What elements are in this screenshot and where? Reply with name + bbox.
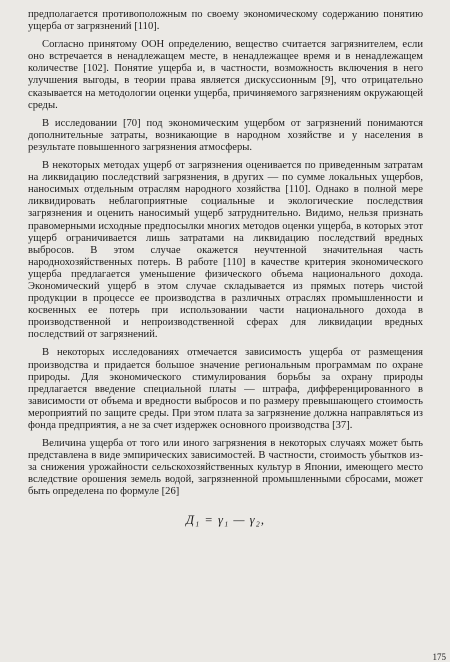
damage-formula: Д₁ = γ₁ — γ₂,: [185, 512, 265, 527]
paragraph-economic-damage: В исследовании [70] под экономическим ущербом от загрязнений понимаются дополнительные затраты, возникающие в народном хозяйстве и у населения в результате повышенного загрязнения атмосферы.: [28, 117, 423, 153]
page-number: 175: [432, 652, 446, 662]
paragraph-un-definition: Согласно принятому ООН определению, вещество считается загрязнителем, если оно встречается в ненадлежащем месте, в ненадлежащее время и в ненадлежащем количестве [102]. Понятие ущерба и, в частности, возможность включения в него улучшения выгоды, в теории права является дискуссионным [9], что отрицательно сказывается на методологии оценки ущерба, причиняемого загрязнениям окружающей среды.: [28, 39, 423, 111]
paragraph-damage-methods: В некоторых методах ущерб от загрязнения оценивается по приведенным затратам на ликвидацию последствий загрязнения, в других — по сумме локальных ущербов, наносимых отдельным отраслям народного хозяйства [110]. Однако в полной мере ликвидировать неблагоприятные социальные и экологические последствия загрязнения и оценить наносимый ущерб затруднительно. Видимо, нельзя признать правомерными исходные предпосылки многих методов оценки ущерба, в которых этот ущерб ограничивается лишь затратами на ликвидацию последствий вредных выбросов. В этом случае окажется неучтенной значительная часть народнохозяйственных потерь. В работе [110] в качестве критерия экономического ущерба предлагается уменьшение физического объема национального дохода. Экономический ущерб в этом случае складывается из прямых потерь чистой продукции в процессе ее производства в различных отраслях промышленности и косвенных ее потерь при использовании части национального дохода в производственной и непроизводственной сферах для ликвидации вредных последствий от загрязнений.: [28, 160, 423, 341]
document-page: [28, 9, 423, 653]
paragraph-empirical-damage: Величина ущерба от того или иного загрязнения в некоторых случаях может быть представлена в виде эмпирических зависимостей. В частности, стоимость убытков из-за снижения урожайности сельскохозяйственных культур в Японии, имеющего место вследствие орошения земель водой, загрязненной промышленными сбросами, может быть определена по формуле [26]: [28, 438, 423, 498]
paragraph-intro-continuation: предполагается противоположным по своему экономическому содержанию понятию ущерба от загрязнений [110].: [28, 9, 423, 33]
paragraph-regional-programs: В некоторых исследованиях отмечается зависимость ущерба от размещения производства и придается большое значение региональным программам по охране природы. Для экономического стимулирования борьбы за охрану природы предлагается введение специальной платы — штрафа, дифференцированного в зависимости от объема и вредности выбросов и по размеру превышающего стоимость мероприятий по защите среды. При этом плата за загрязнение должна направляться из фонда предприятия, а не за счет издержек основного производства [37].: [28, 347, 423, 431]
